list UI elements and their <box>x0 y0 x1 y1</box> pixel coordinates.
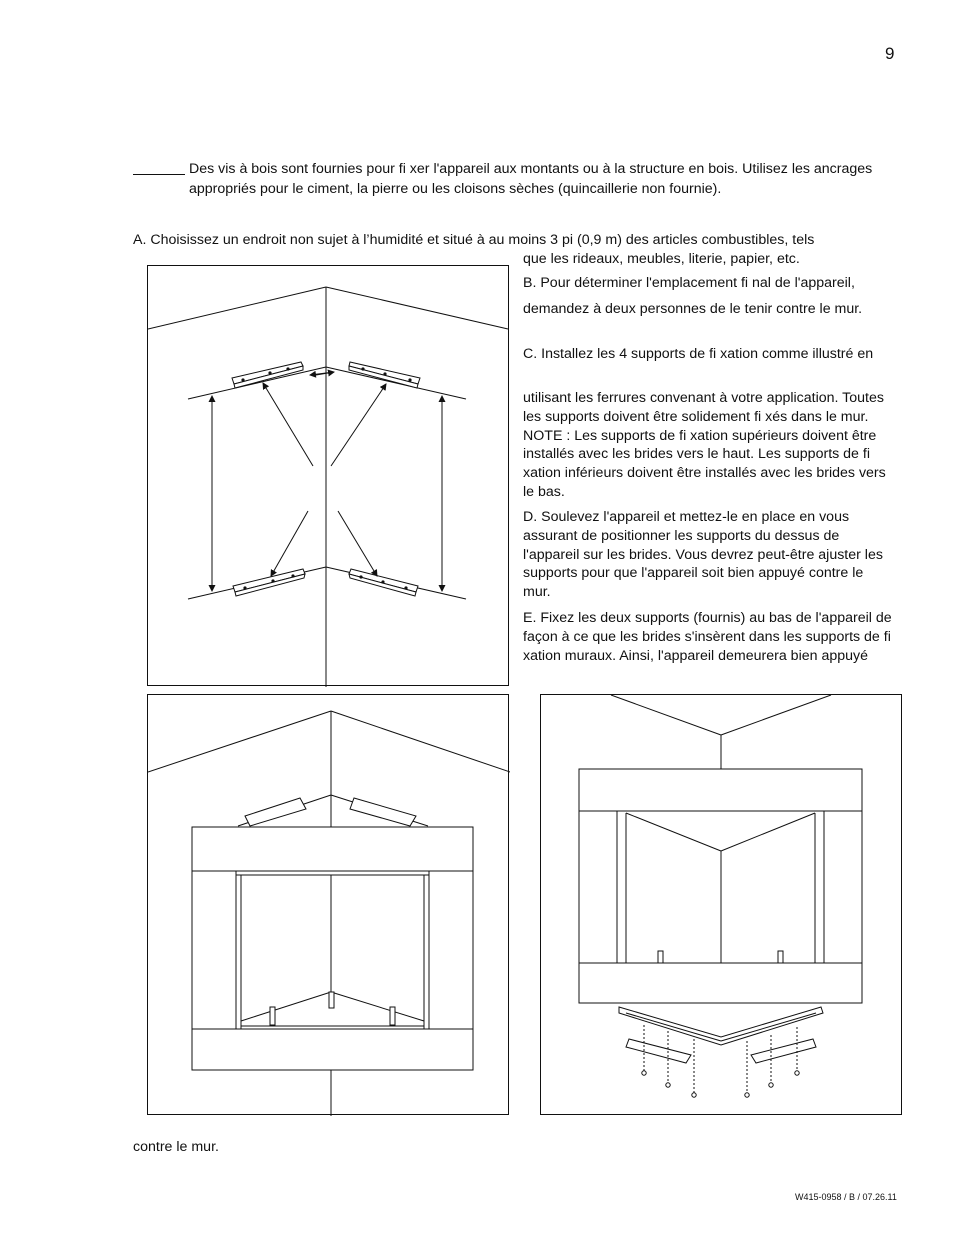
footer-continuation-text: contre le mur. <box>133 1139 219 1155</box>
step-b-text: B. Pour déterminer l'emplacement fi nal de l'appareil, <box>523 275 855 291</box>
appliance-mounted-figure <box>147 694 509 1115</box>
step-c-text: C. Installez les 4 supports de fi xation comme illustré en <box>523 346 874 362</box>
step-b-text-continued: demandez à deux personnes de le tenir contre le mur. <box>523 301 863 317</box>
note-rule <box>133 174 185 175</box>
step-c-text-continued: utilisant les ferrures convenant à votre application. Toutes les supports doivent être solidement fi xés dans le mur. NOTE : Les supports de fi xation supérieurs doivent être installés avec les brides vers le haut. Les supports de fi xation inférieurs doivent être installés avec les brides vers le bas. <box>523 390 886 500</box>
step-a-text-continued: que les rideaux, meubles, literie, papier, etc. <box>523 251 800 267</box>
appliance-mounted-diagram <box>148 695 510 1116</box>
bottom-brackets-figure <box>540 694 902 1115</box>
wall-brackets-figure <box>147 265 509 686</box>
step-a-text: A. Choisissez un endroit non sujet à l’humidité et situé à au moins 3 pi (0,9 m) des articles combustibles, tels <box>133 232 815 248</box>
document-code: W415-0958 / B / 07.26.11 <box>795 1192 897 1202</box>
page-number: 9 <box>885 44 895 63</box>
bottom-brackets-diagram <box>541 695 903 1116</box>
step-d-text: D. Soulevez l'appareil et mettez-le en place en vous assurant de positionner les supports du dessus de l'appareil sur les brides. Vous devrez peut-être ajuster les supports pour que l'appareil soit bien appuyé contre le mur. <box>523 509 883 601</box>
note-paragraph: Des vis à bois sont fournies pour fi xer l'appareil aux montants ou à la structure en bois. Utilisez les ancrages appropriés pour le ciment, la pierre ou les cloisons sèches (quincaillerie non fournie). <box>189 161 873 197</box>
step-e-text: E. Fixez les deux supports (fournis) au bas de l'appareil de façon à ce que les brides s'insèrent dans les supports de fi xation muraux. Ainsi, l'appareil demeurera bien appuyé <box>523 610 892 664</box>
wall-brackets-diagram <box>148 266 510 687</box>
